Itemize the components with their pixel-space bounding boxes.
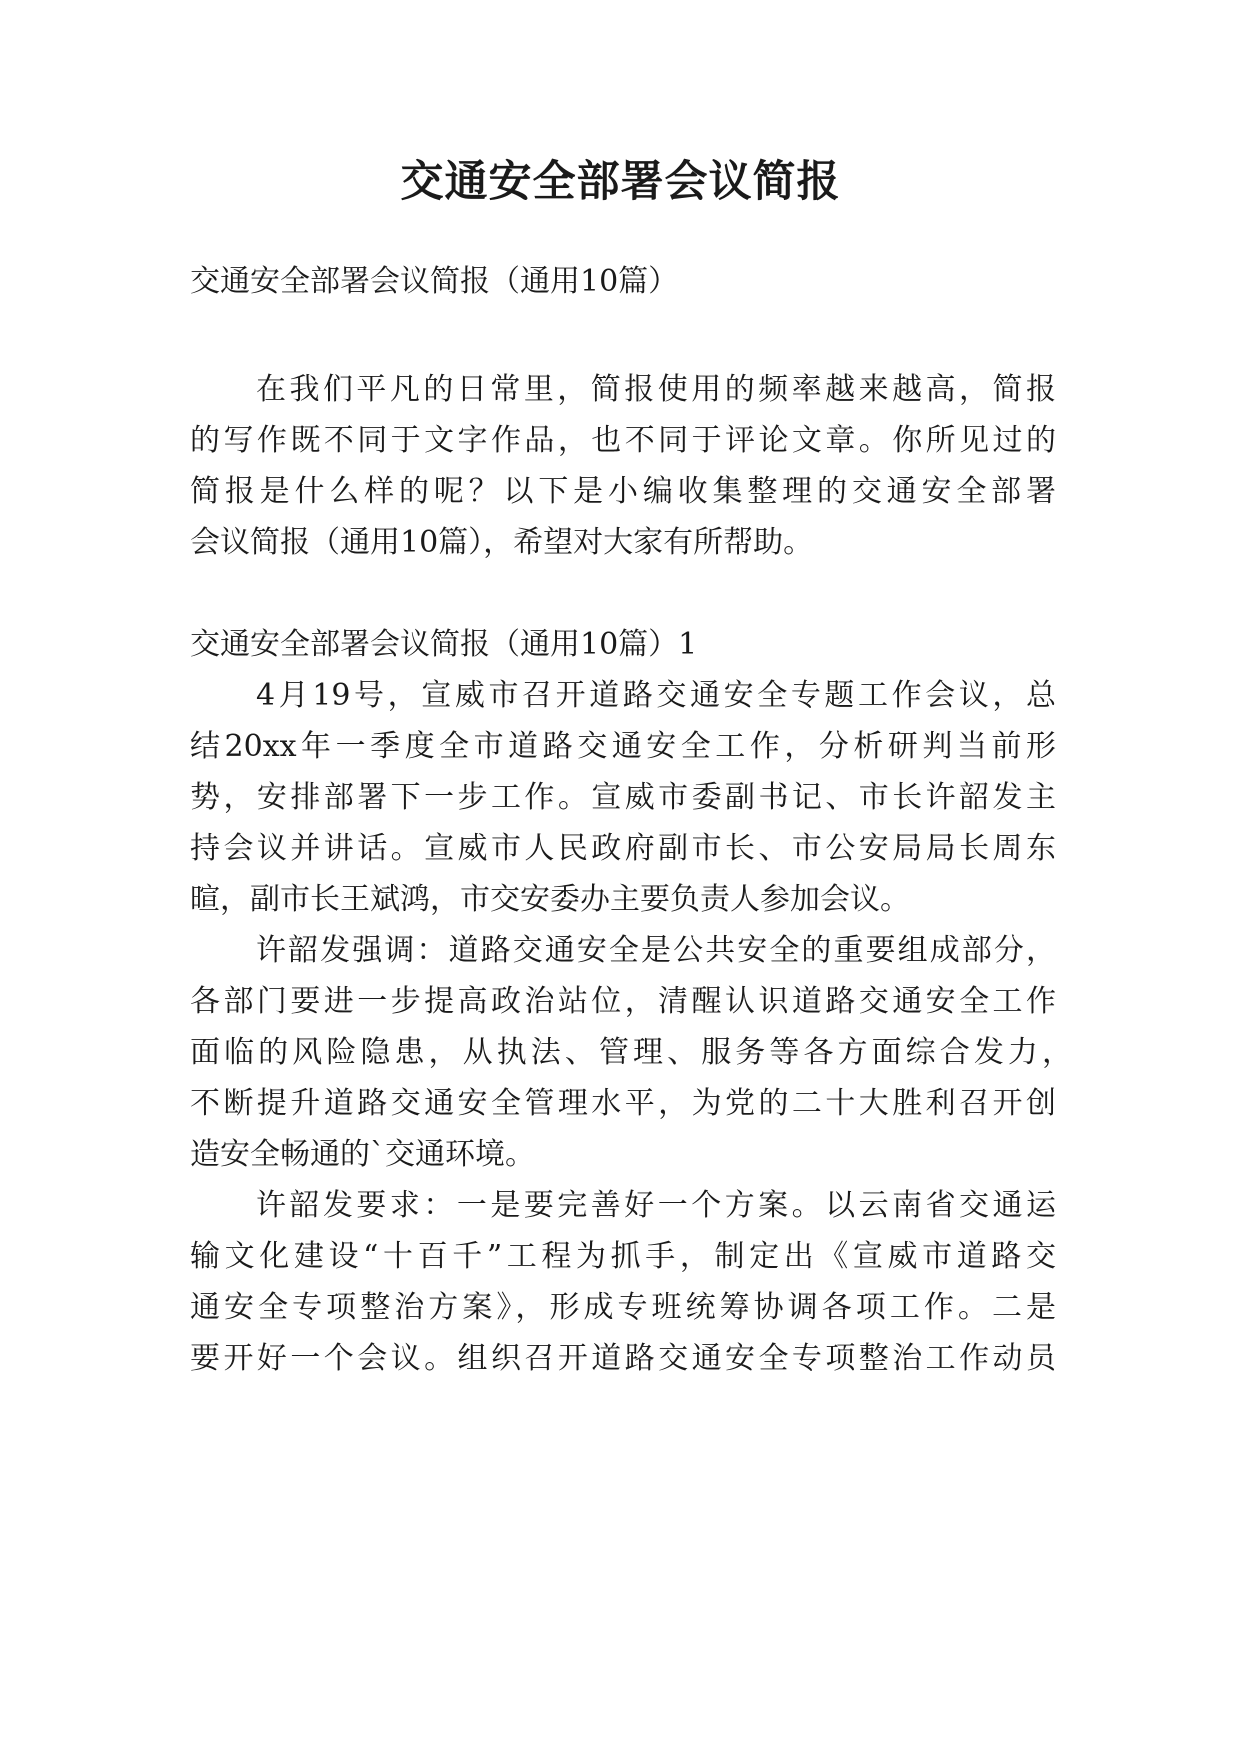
intro-line: 简报是什么样的呢？以下是小编收集整理的交通安全部署 [190,474,1056,509]
intro-line: 在我们平凡的日常里，简报使用的频率越来越高，简报 [256,372,1056,407]
paragraph-line: 持会议并讲话。宣威市人民政府副市长、市公安局局长周东 [190,831,1056,866]
section-heading: 交通安全部署会议简报（通用10篇）1 [190,627,698,662]
paragraph-line: 造安全畅通的`交通环境。 [190,1137,535,1172]
paragraph-line: 结20xx年一季度全市道路交通安全工作，分析研判当前形 [190,729,1056,764]
paragraph-line: 要开好一个会议。组织召开道路交通安全专项整治工作动员 [190,1341,1056,1376]
paragraph-line: 不断提升道路交通安全管理水平，为党的二十大胜利召开创 [190,1086,1056,1121]
intro-line: 会议简报（通用10篇），希望对大家有所帮助。 [190,525,814,560]
paragraph-line: 势，安排部署下一步工作。宣威市委副书记、市长许韶发主 [190,780,1056,815]
paragraph-line: 4月19号，宣威市召开道路交通安全专题工作会议，总 [256,678,1056,713]
paragraph-line: 输文化建设“十百千”工程为抓手，制定出《宣威市道路交 [190,1239,1056,1274]
document-title: 交通安全部署会议简报 [400,157,841,207]
paragraph-line: 许韶发要求：一是要完善好一个方案。以云南省交通运 [256,1188,1056,1223]
intro-line: 的写作既不同于文字作品，也不同于评论文章。你所见过的 [190,423,1056,458]
paragraph-line: 暄，副市长王斌鸿，市交安委办主要负责人参加会议。 [190,882,910,917]
paragraph-line: 通安全专项整治方案》，形成专班统筹协调各项工作。二是 [190,1290,1056,1325]
paragraph-line: 各部门要进一步提高政治站位，清醒认识道路交通安全工作 [190,984,1056,1019]
document-subtitle: 交通安全部署会议简报（通用10篇） [190,264,679,299]
paragraph-line: 面临的风险隐患，从执法、管理、服务等各方面综合发力， [190,1035,1072,1070]
paragraph-line: 许韶发强调：道路交通安全是公共安全的重要组成部分， [256,933,1056,968]
